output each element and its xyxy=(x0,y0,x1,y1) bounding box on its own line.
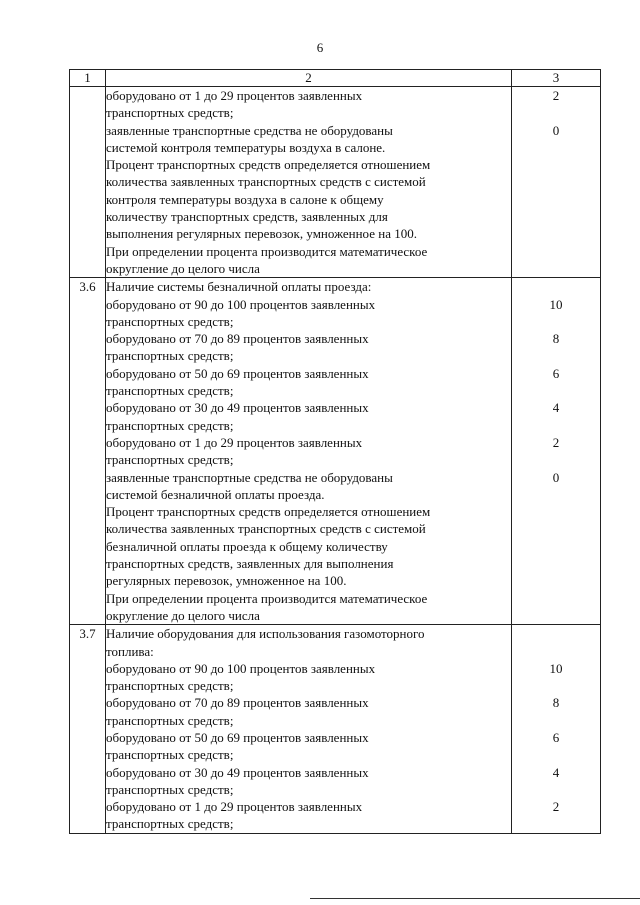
score-value xyxy=(512,347,600,364)
score-value: 6 xyxy=(552,729,560,745)
score-value: 0 xyxy=(552,469,560,485)
score-value xyxy=(512,520,600,537)
description-line: заявленные транспортные средства не оборудованы xyxy=(106,469,393,485)
description-line: транспортных средств; xyxy=(106,781,234,797)
score-value: 2 xyxy=(552,799,560,815)
score-value xyxy=(512,643,600,660)
description-line: округление до целого числа xyxy=(106,607,260,623)
description-line: оборудовано от 70 до 89 процентов заявленных xyxy=(106,331,369,347)
score-value xyxy=(512,590,600,607)
description-line: оборудовано от 30 до 49 процентов заявленных xyxy=(106,400,369,416)
description-line: количества заявленных транспортных средств с системой xyxy=(106,174,426,190)
description-line: выполнения регулярных перевозок, умноженное на 100. xyxy=(106,226,417,242)
score-value xyxy=(512,208,600,225)
score-value: 2 xyxy=(552,88,560,103)
description-line: транспортных средств; xyxy=(106,417,234,433)
description-line: Наличие оборудования для использования газомоторного xyxy=(106,626,425,642)
score-value: 4 xyxy=(552,400,560,416)
description-line: оборудовано от 30 до 49 процентов заявленных xyxy=(106,764,369,780)
score-value xyxy=(512,139,600,156)
description-line: транспортных средств; xyxy=(106,747,234,763)
score-value xyxy=(512,746,600,763)
description-line: количеству транспортных средств, заявленных для xyxy=(106,209,388,225)
score-cell xyxy=(512,87,601,278)
row-number xyxy=(70,87,106,278)
description-line: транспортных средств; xyxy=(106,712,234,728)
description-line: Наличие системы безналичной оплаты проезда: xyxy=(106,279,372,295)
score-value xyxy=(512,451,600,468)
description-line: регулярных перевозок, умноженное на 100. xyxy=(106,573,347,589)
score-value: 6 xyxy=(552,365,560,381)
table-row xyxy=(70,87,601,278)
header-col-description: 2 xyxy=(106,70,512,87)
score-value: 10 xyxy=(549,660,563,676)
criteria-table xyxy=(69,69,601,834)
criterion-description xyxy=(106,87,512,278)
score-value xyxy=(512,417,600,434)
score-value xyxy=(512,260,600,277)
description-line: транспортных средств, заявленных для выполнения xyxy=(106,556,394,572)
table-row xyxy=(70,625,601,834)
table-header-row xyxy=(70,70,601,87)
score-value xyxy=(512,625,600,642)
score-value xyxy=(512,173,600,190)
description-line: транспортных средств; xyxy=(106,313,234,329)
description-line: Процент транспортных средств определяется отношением xyxy=(106,157,431,173)
score-value xyxy=(512,555,600,572)
header-col-score: 3 xyxy=(512,70,601,87)
description-line: заявленные транспортные средства не оборудованы xyxy=(106,122,393,138)
description-line: количества заявленных транспортных средств с системой xyxy=(106,521,426,537)
description-line: транспортных средств; xyxy=(106,383,234,399)
criterion-description xyxy=(106,625,512,834)
criterion-description xyxy=(106,278,512,625)
description-line: транспортных средств; xyxy=(106,105,234,121)
score-value xyxy=(512,313,600,330)
description-line: системой контроля температуры воздуха в салоне. xyxy=(106,139,386,155)
score-value xyxy=(512,781,600,798)
description-line: Процент транспортных средств определяется отношением xyxy=(106,504,431,520)
bottom-divider xyxy=(310,898,640,899)
description-line: оборудовано от 90 до 100 процентов заявленных xyxy=(106,660,376,676)
description-line: При определении процента производится математическое xyxy=(106,590,428,606)
description-line: При определении процента производится математическое xyxy=(106,243,428,259)
score-value xyxy=(512,538,600,555)
score-value xyxy=(512,243,600,260)
description-line: контроля температуры воздуха в салоне к общему xyxy=(106,191,384,207)
score-cell xyxy=(512,278,601,625)
score-value xyxy=(512,486,600,503)
score-value xyxy=(512,607,600,624)
score-value xyxy=(512,225,600,242)
description-line: безналичной оплаты проезда к общему количеству xyxy=(106,538,388,554)
score-value xyxy=(512,191,600,208)
score-value: 8 xyxy=(552,331,560,347)
score-value xyxy=(512,104,600,121)
header-col-number: 1 xyxy=(70,70,106,87)
score-value: 10 xyxy=(549,296,563,312)
description-line: топлива: xyxy=(106,643,154,659)
description-line: оборудовано от 70 до 89 процентов заявленных xyxy=(106,695,369,711)
score-value xyxy=(512,382,600,399)
page-number: 6 xyxy=(316,40,324,55)
description-line: транспортных средств; xyxy=(106,678,234,694)
score-value xyxy=(512,503,600,520)
description-line: оборудовано от 90 до 100 процентов заявленных xyxy=(106,296,376,312)
description-line: оборудовано от 1 до 29 процентов заявленных xyxy=(106,88,363,103)
score-value xyxy=(512,572,600,589)
score-value xyxy=(512,677,600,694)
row-number: 3.7 xyxy=(70,625,106,834)
description-line: транспортных средств; xyxy=(106,816,234,832)
score-value: 2 xyxy=(552,434,560,450)
score-value: 8 xyxy=(552,695,560,711)
score-value xyxy=(512,815,600,832)
score-value: 4 xyxy=(552,764,560,780)
table-row xyxy=(70,278,601,625)
description-line: оборудовано от 1 до 29 процентов заявленных xyxy=(106,434,363,450)
score-value: 0 xyxy=(552,122,560,138)
score-value xyxy=(512,712,600,729)
score-cell xyxy=(512,625,601,834)
score-value xyxy=(512,156,600,173)
description-line: оборудовано от 50 до 69 процентов заявленных xyxy=(106,729,369,745)
description-line: оборудовано от 1 до 29 процентов заявленных xyxy=(106,799,363,815)
description-line: транспортных средств; xyxy=(106,348,234,364)
row-number: 3.6 xyxy=(70,278,106,625)
description-line: системой безналичной оплаты проезда. xyxy=(106,486,325,502)
description-line: транспортных средств; xyxy=(106,452,234,468)
description-line: оборудовано от 50 до 69 процентов заявленных xyxy=(106,365,369,381)
score-value xyxy=(512,278,600,295)
description-line: округление до целого числа xyxy=(106,260,260,276)
